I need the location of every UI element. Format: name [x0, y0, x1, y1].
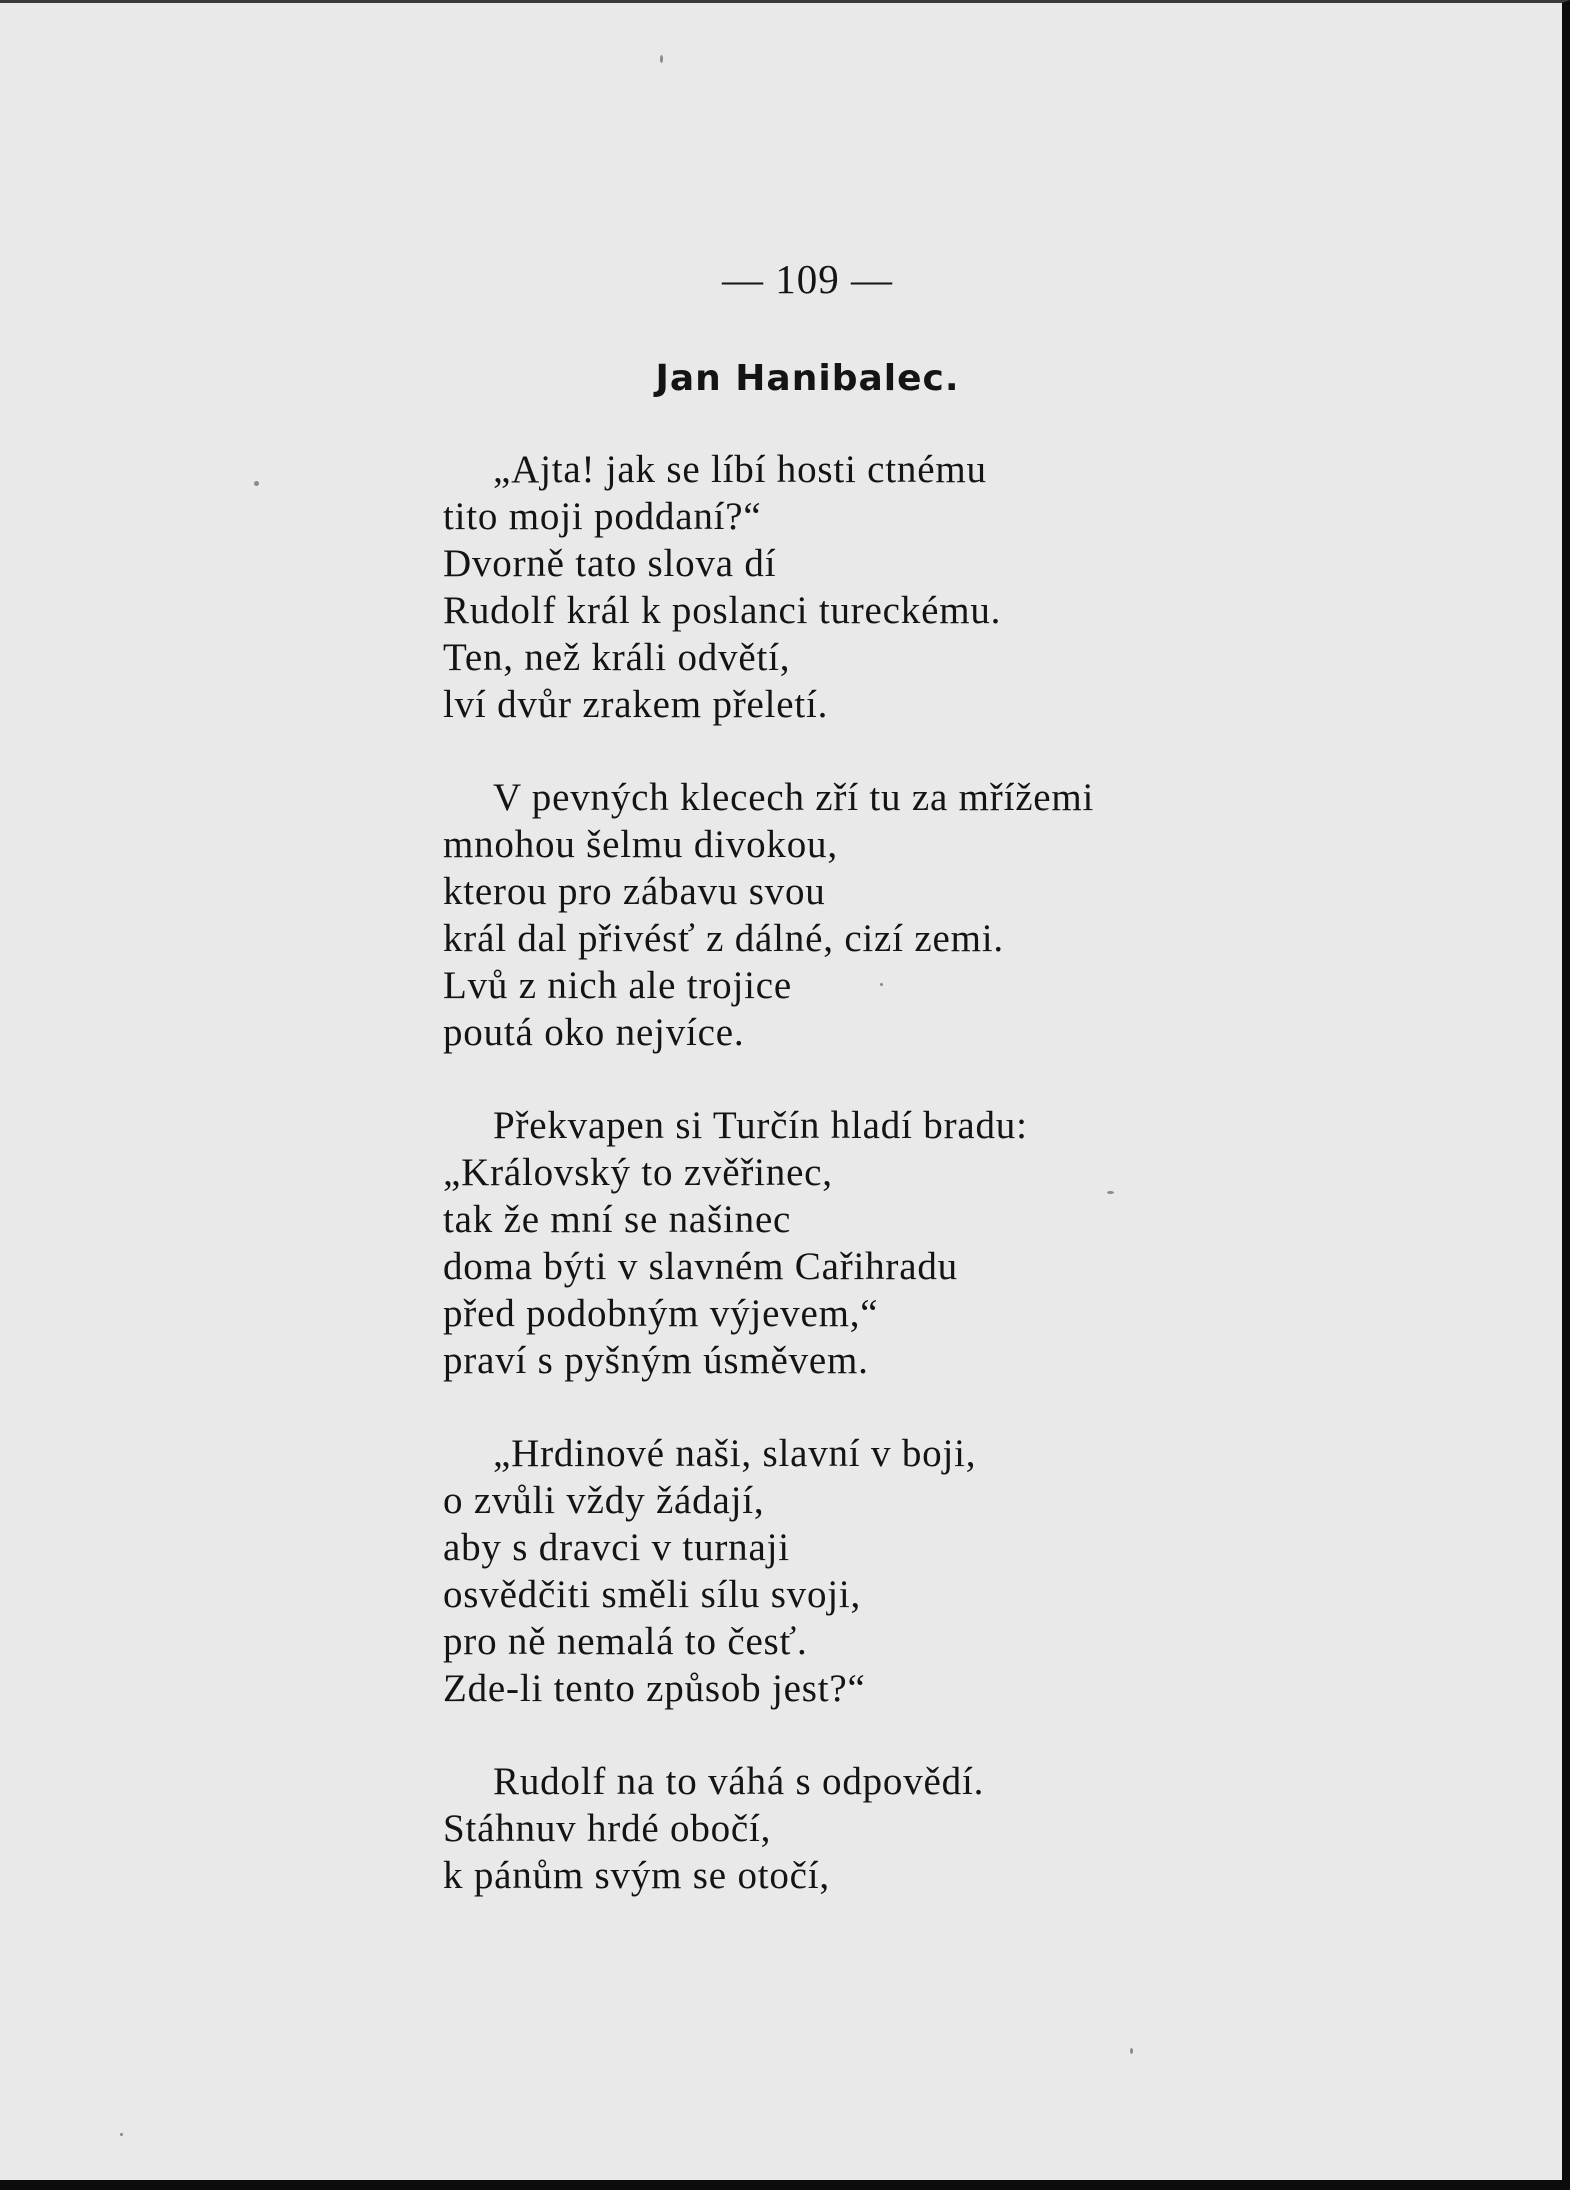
- stanza: [443, 1758, 1443, 1899]
- poem-line: Zde-li tento způsob jest?“: [443, 1667, 866, 1710]
- poem-line: „Královský to zvěřinec,: [443, 1151, 833, 1194]
- poem-line: tito moji poddaní?“: [443, 495, 762, 538]
- scan-speck: [660, 55, 663, 63]
- scan-speck: [880, 983, 883, 986]
- stanza: [443, 1430, 1443, 1712]
- poem-line: poutá oko nejvíce.: [443, 1011, 745, 1054]
- poem-line: mnohou šelmu divokou,: [443, 823, 838, 866]
- scan-speck: [120, 2133, 123, 2136]
- poem-line: Ten, než králi odvětí,: [443, 636, 791, 679]
- poem-line: „Hrdinové naši, slavní v boji,: [493, 1432, 977, 1475]
- poem-line: V pevných klecech zří tu za mřížemi: [493, 776, 1095, 819]
- poem-line: Rudolf na to váhá s odpovědí.: [493, 1760, 985, 1803]
- poem-line: před podobným výjevem,“: [443, 1292, 879, 1335]
- scan-speck: [254, 481, 259, 486]
- poem-line: aby s dravci v turnaji: [443, 1526, 790, 1569]
- poem-line: Rudolf král k poslanci tureckému.: [443, 589, 1002, 632]
- poem-line: doma býti v slavném Cařihradu: [443, 1245, 958, 1288]
- poem-line: o zvůli vždy žádají,: [443, 1479, 765, 1522]
- poem-line: Stáhnuv hrdé obočí,: [443, 1807, 772, 1850]
- stanza: [443, 774, 1443, 1056]
- poem-line: Dvorně tato slova dí: [443, 542, 777, 585]
- poem-title: Jan Hanibalec.: [655, 358, 960, 399]
- scan-speck: [1130, 2048, 1133, 2054]
- poem-line: osvědčiti směli sílu svoji,: [443, 1573, 862, 1616]
- scan-speck: [1107, 1191, 1114, 1194]
- poem-line: kterou pro zábavu svou: [443, 870, 826, 913]
- poem-line: král dal přivésť z dálné, cizí zemi.: [443, 917, 1004, 960]
- poem-line: „Ajta! jak se líbí hosti ctnému: [493, 448, 987, 491]
- stanza: [443, 446, 1443, 728]
- poem-line: Překvapen si Turčín hladí bradu:: [493, 1104, 1028, 1147]
- stanza: [443, 1102, 1443, 1384]
- page-number: — 109 —: [722, 256, 893, 302]
- poem-line: k pánům svým se otočí,: [443, 1854, 830, 1897]
- poem-line: lví dvůr zrakem přeletí.: [443, 683, 829, 726]
- poem-line: praví s pyšným úsměvem.: [443, 1339, 869, 1382]
- poem-line: pro ně nemalá to česť.: [443, 1620, 808, 1663]
- poem-line: tak že mní se našinec: [443, 1198, 792, 1241]
- poem-body: [443, 446, 1443, 1945]
- poem-line: Lvů z nich ale trojice: [443, 964, 792, 1007]
